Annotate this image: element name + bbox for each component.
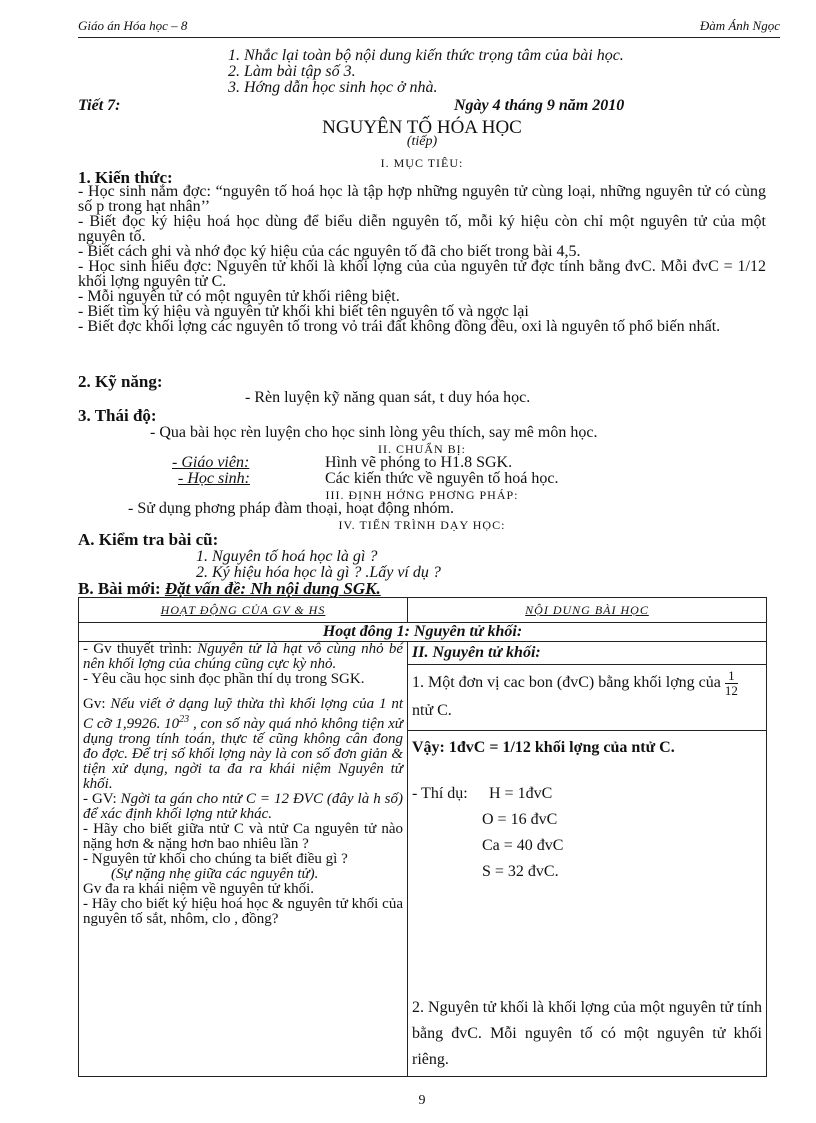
review-question-2: 2. Ký hiệu hóa học là gì ? .Lấy ví dụ ? <box>196 564 441 581</box>
column-header-activities: HOẠT ĐỘNG CỦA GV & HS <box>79 598 408 623</box>
header-rule <box>78 37 780 38</box>
unit-definition: 1. Một đơn vị cac bon (đvC) bằng khối lợng của $\frac{1}{12}$ ntử C. <box>412 668 738 719</box>
unit-summary: Vậy: 1đvC = 1/12 khối lợng của ntử C. <box>408 730 766 761</box>
activity-heading: Hoạt đông 1: Nguyên tử khối: <box>79 623 767 642</box>
header-right: Đàm Ánh Ngọc <box>699 18 780 33</box>
knowledge-item: - Biết tìm ký hiệu và nguyên tử khối khi biết tên nguyên tố và ngợc lại <box>78 303 529 320</box>
activity-paragraph: - GV: Ngời ta gán cho ntử C = 12 ĐVC (đây là h số) để xác định khối lợng ntử khác. <box>83 791 403 822</box>
example-item: O = 16 đvC <box>482 811 558 828</box>
knowledge-list <box>78 184 766 334</box>
teacher-text: Hình vẽ phóng to H1.8 SGK. <box>325 454 513 471</box>
knowledge-item: - Học sinh hiểu đợc: Nguyên tử khối là khối lợng của của nguyên tử đợc tính bằng đvC. Mỗi đvC = 1/12 khối lợng nguyên tử C. <box>78 258 766 290</box>
activity-paragraph: - Hãy cho biết giữa ntử C và ntử Ca nguyên tử nào nặng hơn & nặng hơn bao nhiêu lần ? <box>83 821 403 852</box>
attitude-heading: 3. Thái độ: <box>78 406 157 425</box>
objectives-heading: I. MỤC TIÊU: <box>380 156 464 170</box>
lesson-subtitle: (tiếp) <box>406 134 438 149</box>
example-item: H = 1đvC <box>489 785 553 802</box>
knowledge-item: - Học sinh nắm đợc: “nguyên tố hoá học là tập hợp những nguyên tử cùng loại, những nguyên tử có cùng số p trong hạt nhân’’ <box>78 183 766 215</box>
new-lesson-label: B. Bài mới: <box>78 579 161 598</box>
method-text: - Sử dụng phơng pháp đàm thoại, hoạt động nhóm. <box>128 500 454 517</box>
lesson-table <box>78 597 767 1077</box>
activity-paragraph: (Sự nặng nhẹ giữa các nguyên tử). <box>111 866 319 882</box>
lesson-date: Ngày 4 tháng 9 năm 2010 <box>454 97 625 114</box>
teacher-label: - Giáo viên: <box>172 454 250 471</box>
review-question-1: 1. Nguyên tố hoá học là gì ? <box>196 548 378 565</box>
homework-item-2: 2. Làm bài tập số 3. <box>228 63 356 80</box>
activity-paragraph: - Hãy cho biết ký hiệu hoá học & nguyên tử khối của nguyên tố sắt, nhôm, clo , đồng? <box>83 896 403 927</box>
fraction-one-twelfth: $\frac{1}{12}$ <box>724 668 738 698</box>
new-lesson-heading <box>78 581 381 597</box>
column-header-content: NỘI DUNG BÀI HỌC <box>408 598 767 623</box>
preparation-heading: II. CHUẨN BỊ: <box>378 442 466 456</box>
examples-block <box>412 781 762 885</box>
knowledge-heading: 1. Kiến thức: <box>78 168 173 187</box>
knowledge-item: - Mỗi nguyên tử có một nguyên tử khối riêng biệt. <box>78 288 400 305</box>
atomic-mass-definition: 2. Nguyên tử khối là khối lợng của một nguyên tử tính bằng đvC. Mỗi nguyên tố có một nguyên tử khối riêng. <box>412 999 762 1068</box>
example-item: S = 32 đvC. <box>482 863 559 880</box>
activity-paragraph: - Gv thuyết trình: Nguyên tử là hạt vô cùng nhỏ bé nên khối lợng của chúng cũng cực kỳ nhỏ. <box>83 641 403 672</box>
knowledge-item: - Biết đọc ký hiệu hoá học dùng để biểu diễn nguyên tố, mỗi ký hiệu còn chỉ một nguyên tử của một nguyên tố. <box>78 213 766 245</box>
homework-item-1: 1. Nhắc lại toàn bộ nội dung kiến thức trọng tâm của bài học. <box>228 47 624 64</box>
example-item: Ca = 40 đvC <box>482 837 564 854</box>
page-number: 9 <box>418 1093 426 1108</box>
review-heading: A. Kiểm tra bài cũ: <box>78 530 219 549</box>
lesson-content <box>408 642 767 1077</box>
activity-paragraph: - Yêu cầu học sinh đọc phần thí dụ trong SGK. <box>83 671 365 687</box>
homework-item-3: 3. Hớng dẫn học sinh học ở nhà. <box>228 79 438 96</box>
activity-paragraph: Gv: Nếu viết ở dạng luỹ thừa thì khối lợng của 1 nt C cỡ 1,9926. $10^{23}$ , con số này quá nhỏ không tiện xử dụng trong tính toán, thực tế cũng không cân đong đo đợc. Để trị số khối lợng này là con số đơn giản & tiện xử dụng, ngời ta đa ra khái niệm Nguyên tử khối. <box>83 696 404 792</box>
knowledge-item: - Biết đợc khối lợng các nguyên tố trong vỏ trái đất không đồng đều, oxi là nguyên tố phổ biến nhất. <box>78 318 721 335</box>
attitude-text: - Qua bài học rèn luyện cho học sinh lòng yêu thích, say mê môn học. <box>150 424 598 441</box>
lesson-title: NGUYÊN TỐ HÓA HỌC <box>322 117 522 138</box>
header-left: Giáo án Hóa học – 8 <box>78 18 188 33</box>
atomic-mass-heading: II. Nguyên tử khối: <box>408 642 766 665</box>
student-text: Các kiến thức về nguyên tố hoá học. <box>325 470 559 487</box>
examples-label: - Thí dụ: <box>412 785 468 802</box>
activity-paragraph: - Nguyên tử khối cho chúng ta biết điều gì ? <box>83 851 348 867</box>
teacher-student-activities <box>79 642 408 1077</box>
skills-text: - Rèn luyện kỹ năng quan sát, t duy hóa học. <box>245 389 531 406</box>
lesson-period: Tiết 7: <box>78 97 121 114</box>
activity-paragraph: Gv đa ra khái niệm về nguyên tử khối. <box>83 881 314 897</box>
student-label: - Học sinh: <box>178 470 250 487</box>
process-heading: IV. TIẾN TRÌNH DẠY HỌC: <box>338 518 506 532</box>
new-lesson-intro: Đặt vấn đề: Nh nội dung SGK. <box>164 579 381 598</box>
skills-heading: 2. Kỹ năng: <box>78 372 163 391</box>
method-heading: III. ĐỊNH HỚNG PHƠNG PHÁP: <box>325 488 519 502</box>
knowledge-item: - Biết cách ghi và nhớ đọc ký hiệu của các nguyên tố đã cho biết trong bài 4,5. <box>78 243 581 260</box>
